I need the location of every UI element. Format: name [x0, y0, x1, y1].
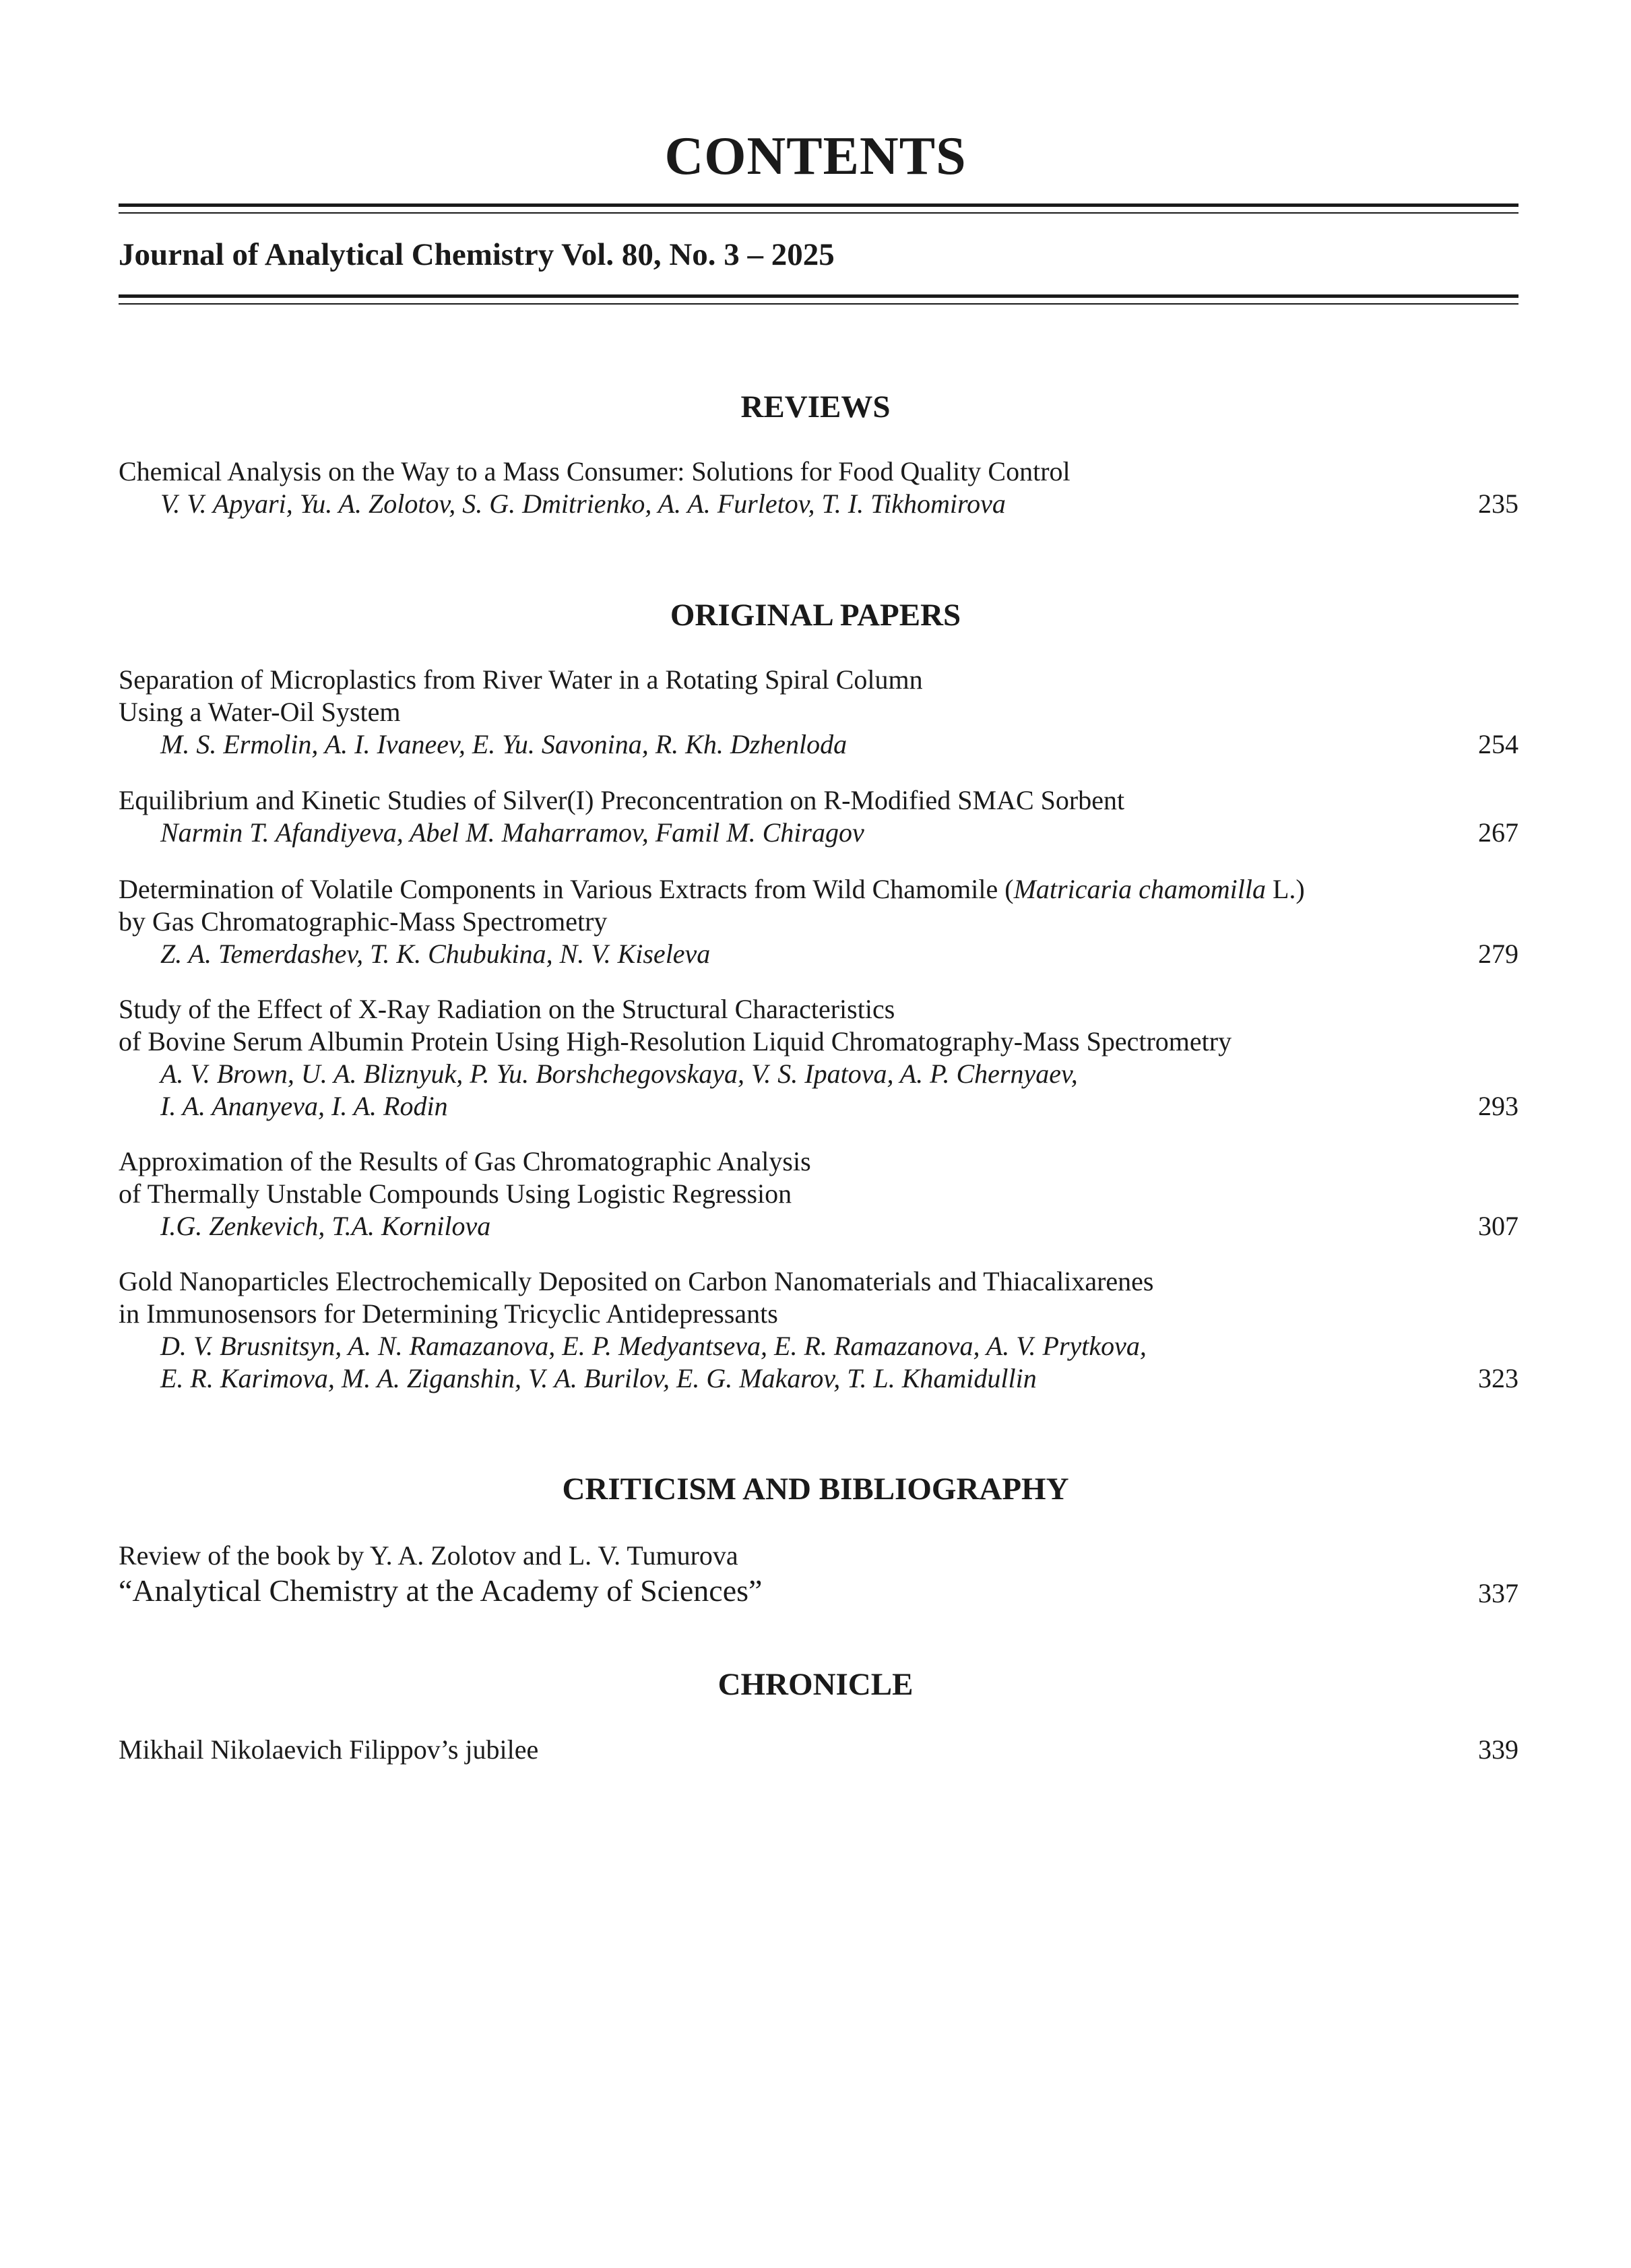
entry-page-number: 337 — [1478, 1578, 1518, 1608]
entry-authors: Narmin T. Afandiyeva, Abel M. Maharramov, Famil M. Chiragov — [160, 817, 864, 848]
entry-authors: E. R. Karimova, M. A. Ziganshin, V. A. Burilov, E. G. Makarov, T. L. Khamidullin — [160, 1363, 1037, 1393]
entry-page-number: 339 — [1478, 1734, 1518, 1765]
toc-entry[interactable] — [119, 664, 1518, 761]
entry-authors: M. S. Ermolin, A. I. Ivaneev, E. Yu. Savonina, R. Kh. Dzhenloda — [160, 729, 848, 759]
entry-title: Separation of Microplastics from River Water in a Rotating Spiral Column — [119, 664, 923, 695]
toc-entry[interactable] — [119, 1265, 1518, 1395]
entry-title: Study of the Effect of X-Ray Radiation on the Structural Characteristics — [119, 994, 895, 1024]
entry-authors: A. V. Brown, U. A. Bliznyuk, P. Yu. Borshchegovskaya, V. S. Ipatova, A. P. Chernyaev, — [160, 1059, 1078, 1089]
entry-page-number: 267 — [1478, 817, 1518, 848]
entry-authors: I.G. Zenkevich, T.A. Kornilova — [160, 1211, 491, 1241]
entry-title: in Immunosensors for Determining Tricyclic Antidepressants — [119, 1298, 778, 1329]
toc-entry[interactable] — [119, 455, 1518, 520]
entry-title: Chemical Analysis on the Way to a Mass Consumer: Solutions for Food Quality Control — [119, 456, 1070, 486]
toc-entry[interactable] — [119, 784, 1518, 849]
toc-entry[interactable] — [119, 993, 1518, 1123]
toc-entry[interactable] — [119, 1734, 1518, 1766]
header-rule-top-thin — [119, 212, 1518, 214]
entry-title: of Thermally Unstable Compounds Using Logistic Regression — [119, 1178, 792, 1209]
toc-entry[interactable] — [119, 1145, 1518, 1242]
entry-title: Gold Nanoparticles Electrochemically Deposited on Carbon Nanomaterials and Thiacalixarenes — [119, 1266, 1154, 1296]
entry-authors: V. V. Apyari, Yu. A. Zolotov, S. G. Dmitrienko, A. A. Furletov, T. I. Tikhomirova — [160, 489, 1006, 519]
entry-title: Mikhail Nikolaevich Filippov’s jubilee — [119, 1734, 539, 1765]
toc-entry[interactable] — [119, 1540, 1518, 1610]
journal-issue: Journal of Analytical Chemistry Vol. 80, No. 3 – 2025 — [119, 237, 835, 272]
header-rule-bottom-thick — [119, 294, 1518, 298]
entry-title: Approximation of the Results of Gas Chromatographic Analysis — [119, 1146, 811, 1176]
entry-page-number: 279 — [1478, 939, 1518, 969]
entry-page-number: 323 — [1478, 1363, 1518, 1393]
entry-authors: D. V. Brusnitsyn, A. N. Ramazanova, E. P. Medyantseva, E. R. Ramazanova, A. V. Prytkova, — [160, 1331, 1147, 1361]
section-heading-criticism-bibliography: CRITICISM AND BIBLIOGRAPHY — [562, 1472, 1069, 1507]
entry-title: Review of the book by Y. A. Zolotov and L. V. Tumurova — [119, 1540, 738, 1571]
page-title: CONTENTS — [664, 127, 967, 186]
entry-title: Equilibrium and Kinetic Studies of Silver(I) Preconcentration on R-Modified SMAC Sorbent — [119, 785, 1125, 815]
section-heading-reviews: REVIEWS — [740, 389, 891, 424]
entry-title: of Bovine Serum Albumin Protein Using High-Resolution Liquid Chromatography-Mass Spectrometry — [119, 1026, 1232, 1057]
section-heading-chronicle: CHRONICLE — [717, 1667, 914, 1702]
section-heading-original-papers: ORIGINAL PAPERS — [670, 598, 961, 633]
entry-authors: Z. A. Temerdashev, T. K. Chubukina, N. V. Kiseleva — [160, 939, 711, 969]
toc-entry[interactable] — [119, 873, 1518, 970]
header-rule-top-thick — [119, 203, 1518, 207]
header-rule-bottom-thin — [119, 303, 1518, 305]
entry-authors: I. A. Ananyeva, I. A. Rodin — [160, 1091, 448, 1121]
entry-title: “Analytical Chemistry at the Academy of Sciences” — [119, 1573, 763, 1608]
entry-page-number: 235 — [1478, 489, 1518, 519]
entry-page-number: 293 — [1478, 1091, 1518, 1121]
entry-title: by Gas Chromatographic-Mass Spectrometry — [119, 906, 608, 937]
entry-title-part: L.) — [1266, 874, 1305, 904]
entry-page-number: 307 — [1478, 1211, 1518, 1241]
species-name: Matricaria chamomilla — [1013, 874, 1266, 904]
entry-page-number: 254 — [1478, 729, 1518, 759]
entry-title: Using a Water-Oil System — [119, 697, 401, 727]
entry-title — [119, 873, 1518, 906]
entry-title-part: Determination of Volatile Components in Various Extracts from Wild Chamomile ( — [119, 874, 1014, 904]
